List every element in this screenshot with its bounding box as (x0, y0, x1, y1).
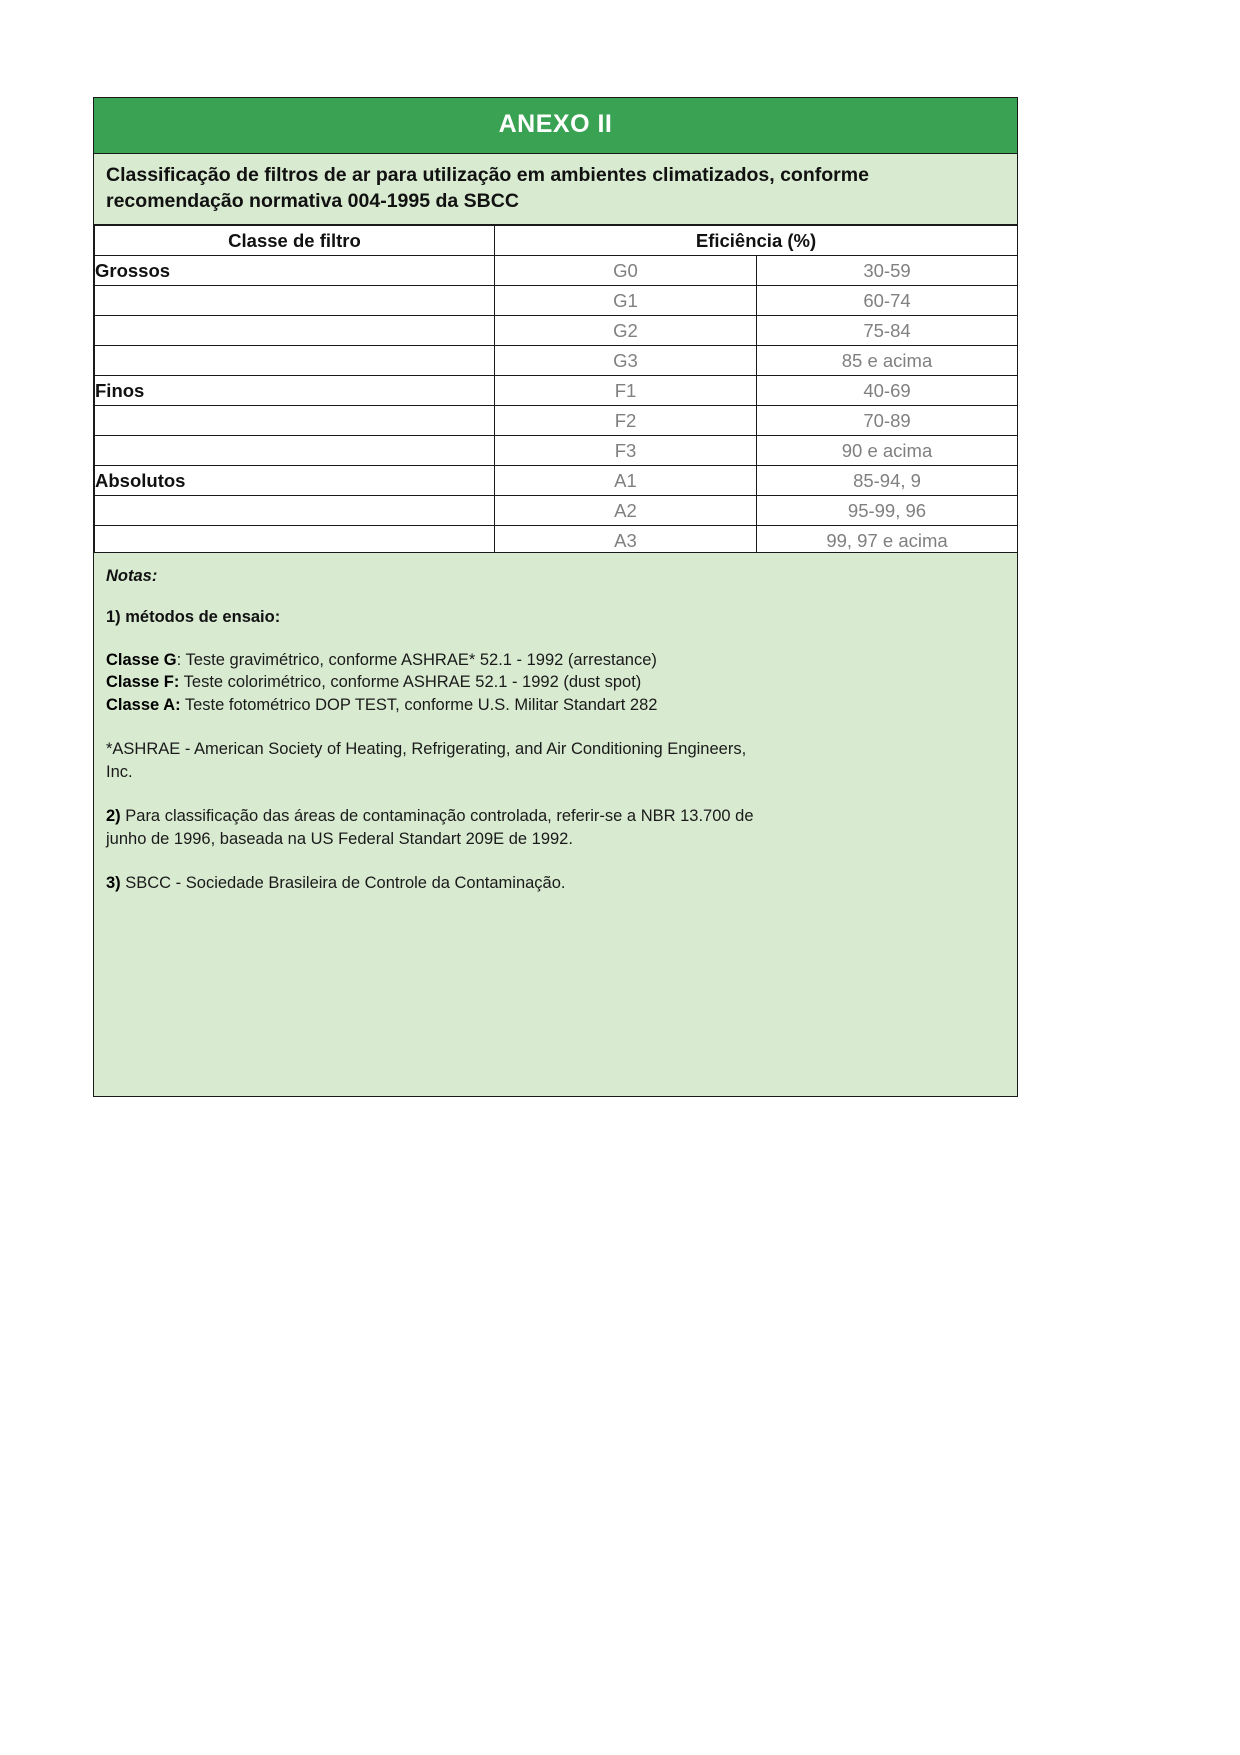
row-filter-code: G2 (495, 316, 757, 346)
row-efficiency: 95-99, 96 (757, 496, 1018, 526)
table-row (95, 406, 1018, 436)
notes-item-3 (106, 872, 1005, 894)
notes-item-3-line (106, 872, 1005, 894)
ashrae-footnote-line-1: *ASHRAE - American Society of Heating, Refrigerating, and Air Conditioning Engineers, (106, 740, 747, 759)
table-row (95, 436, 1018, 466)
row-filter-code: G3 (495, 346, 757, 376)
annex-table-block (93, 97, 1018, 557)
table-row (95, 376, 1018, 406)
annex-subtitle: Classificação de filtros de ar para utilização em ambientes climatizados, conforme recomendação normativa 004-1995 da SBCC (94, 154, 1017, 225)
row-group-label: Grossos (95, 256, 495, 286)
row-filter-code: F3 (495, 436, 757, 466)
classe-g-label: Classe G (106, 651, 177, 669)
row-efficiency: 85-94, 9 (757, 466, 1018, 496)
annex-title: ANEXO II (94, 98, 1017, 154)
row-filter-code: A1 (495, 466, 757, 496)
row-efficiency: 40-69 (757, 376, 1018, 406)
table-row (95, 316, 1018, 346)
row-efficiency: 30-59 (757, 256, 1018, 286)
row-group-label: Finos (95, 376, 495, 406)
row-group-label (95, 436, 495, 466)
row-filter-code: G0 (495, 256, 757, 286)
row-efficiency: 99, 97 e acima (757, 526, 1018, 556)
classe-f-label: Classe F: (106, 673, 180, 692)
notes-item-2-text: Para classificação das áreas de contaminação controlada, referir-se a NBR 13.700 de (120, 807, 754, 826)
row-filter-code: A3 (495, 526, 757, 556)
row-efficiency: 60-74 (757, 286, 1018, 316)
table-row (95, 286, 1018, 316)
classe-g-text: : Teste gravimétrico, conforme ASHRAE* 52.1 - 1992 (arrestance) (176, 651, 657, 669)
column-header-class: Classe de filtro (95, 226, 495, 256)
row-group-label (95, 316, 495, 346)
classe-a-label: Classe A: (106, 695, 181, 714)
notes-panel (93, 552, 1018, 1097)
notes-item-2-label: 2) (106, 807, 121, 826)
notes-item-3-label: 3) (106, 874, 121, 893)
table-header-row (95, 226, 1018, 256)
notes-item-1-title: 1) métodos de ensaio: (106, 608, 281, 626)
filter-classification-table (94, 225, 1018, 556)
note-classe-a (106, 694, 1005, 716)
classe-f-text: Teste colorimétrico, conforme ASHRAE 52.1 - 1992 (dust spot) (179, 673, 642, 692)
row-filter-code: F1 (495, 376, 757, 406)
table-row (95, 496, 1018, 526)
row-efficiency: 70-89 (757, 406, 1018, 436)
notes-item-2 (106, 805, 1005, 850)
ashrae-footnote-line-2: Inc. (106, 762, 133, 781)
row-group-label (95, 496, 495, 526)
notes-item-2-line-2: junho de 1996, baseada na US Federal Standart 209E de 1992. (106, 829, 573, 848)
notes-item-2-line-1 (106, 805, 1005, 827)
note-classe-g (106, 649, 1005, 671)
row-efficiency: 85 e acima (757, 346, 1018, 376)
row-group-label (95, 346, 495, 376)
row-group-label: Absolutos (95, 466, 495, 496)
test-methods-list (106, 649, 1005, 716)
row-filter-code: G1 (495, 286, 757, 316)
column-header-efficiency: Eficiência (%) (495, 226, 1018, 256)
table-row (95, 346, 1018, 376)
row-efficiency: 75-84 (757, 316, 1018, 346)
table-row (95, 256, 1018, 286)
table-row (95, 466, 1018, 496)
row-filter-code: A2 (495, 496, 757, 526)
row-efficiency: 90 e acima (757, 436, 1018, 466)
row-filter-code: F2 (495, 406, 757, 436)
ashrae-footnote (106, 738, 1005, 783)
note-classe-f (106, 671, 1005, 693)
classe-a-text: Teste fotométrico DOP TEST, conforme U.S. Militar Standart 282 (180, 695, 658, 714)
notes-item-3-text: SBCC - Sociedade Brasileira de Controle da Contaminação. (120, 874, 566, 893)
row-group-label (95, 406, 495, 436)
row-group-label (95, 286, 495, 316)
notes-heading: Notas: (106, 567, 158, 585)
